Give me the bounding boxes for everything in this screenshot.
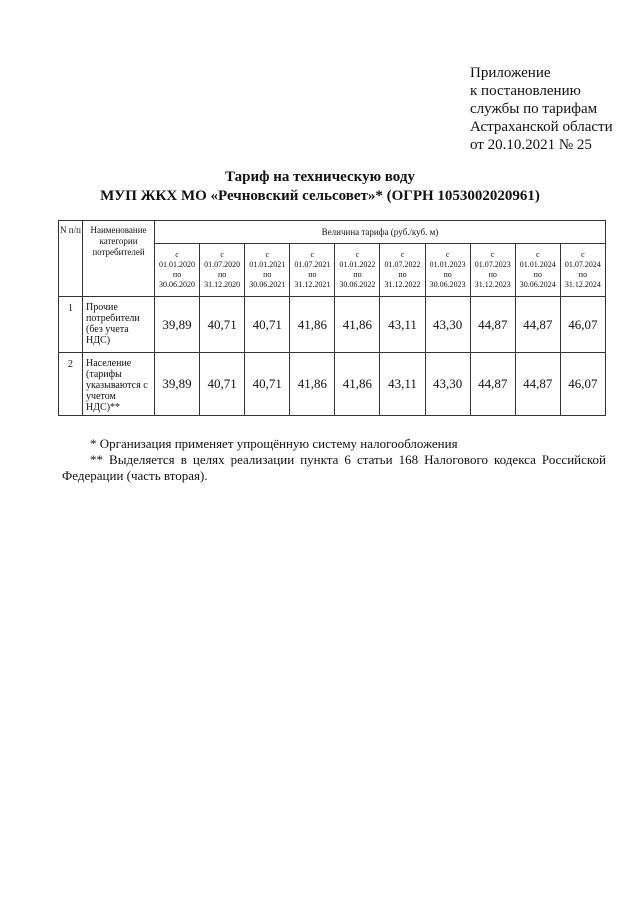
period-from: 01.07.2021 (294, 260, 331, 269)
tariff-value-cell: 40,71 (245, 353, 290, 416)
period-to: 31.12.2022 (384, 280, 421, 289)
footnote-1: * Организация применяет упрощённую систему налогообложения (90, 436, 458, 451)
tariff-value-cell: 43,30 (425, 353, 470, 416)
period-to: 30.06.2020 (159, 280, 196, 289)
period-from-word: с (581, 250, 585, 259)
tariff-value-cell: 46,07 (560, 353, 605, 416)
period-header (515, 244, 560, 297)
period-from-word: с (355, 250, 360, 259)
appendix-line: службы по тарифам (470, 101, 598, 117)
period-to-word: по (443, 270, 452, 279)
period-from-word: с (310, 250, 315, 259)
tariff-value-cell: 41,86 (335, 353, 380, 416)
period-from-word: с (220, 250, 224, 259)
tariff-value-cell: 43,30 (425, 297, 470, 353)
table-header-row (59, 221, 606, 244)
tariff-value-cell: 40,71 (200, 353, 245, 416)
tariff-value-cell: 41,86 (290, 297, 335, 353)
period-header (380, 244, 425, 297)
appendix-block (470, 64, 613, 154)
period-to-word: по (308, 270, 317, 279)
tariff-value-cell: 41,86 (290, 353, 335, 416)
appendix-line: от 20.10.2021 № 25 (470, 137, 592, 153)
table-row (59, 297, 606, 353)
tariff-value-cell: 39,89 (155, 297, 200, 353)
period-header (245, 244, 290, 297)
period-header (290, 244, 335, 297)
period-to: 31.12.2021 (294, 280, 331, 289)
table-body (59, 297, 606, 416)
period-from: 01.01.2023 (429, 260, 466, 269)
period-from: 01.07.2020 (204, 260, 241, 269)
title-line-1: Тариф на техническую воду (225, 169, 415, 185)
period-header (470, 244, 515, 297)
tariff-table (58, 220, 606, 416)
period-to: 30.06.2021 (249, 280, 286, 289)
appendix-line: Приложение (470, 65, 551, 81)
period-header (200, 244, 245, 297)
period-header (425, 244, 470, 297)
tariff-value-cell: 40,71 (200, 297, 245, 353)
period-from-word: с (175, 250, 179, 259)
period-to: 30.06.2022 (339, 280, 376, 289)
period-to: 31.12.2024 (564, 280, 601, 289)
period-to-word: по (533, 270, 542, 279)
period-to-word: по (263, 270, 272, 279)
period-from: 01.07.2024 (564, 260, 601, 269)
period-to: 31.12.2020 (204, 280, 241, 289)
period-from-word: с (490, 250, 495, 259)
period-from-word: с (536, 250, 540, 259)
row-number: 2 (59, 353, 83, 416)
row-number: 1 (59, 297, 83, 353)
period-to: 30.06.2024 (519, 280, 556, 289)
period-to: 30.06.2023 (429, 280, 466, 289)
header-category: Наименование категории потребителей (83, 221, 155, 297)
tariff-value-cell: 43,11 (380, 297, 425, 353)
period-from-word: с (265, 250, 270, 259)
period-to-word: по (398, 270, 407, 279)
period-to-word: по (353, 270, 362, 279)
tariff-value-cell: 40,71 (245, 297, 290, 353)
period-from-word: с (445, 250, 450, 259)
tariff-value-cell: 44,87 (470, 297, 515, 353)
period-header (335, 244, 380, 297)
period-from: 01.01.2024 (519, 260, 556, 269)
period-to-word: по (218, 270, 227, 279)
tariff-value-cell: 41,86 (335, 297, 380, 353)
period-header (155, 244, 200, 297)
footnotes (62, 436, 606, 484)
document-title (0, 168, 640, 206)
period-to: 31.12.2023 (474, 280, 511, 289)
period-from-word: с (400, 250, 405, 259)
tariff-value-cell: 44,87 (515, 297, 560, 353)
tariff-value-cell: 46,07 (560, 297, 605, 353)
header-number: N п/п (59, 221, 83, 297)
tariff-value-cell: 39,89 (155, 353, 200, 416)
header-tariff-value: Величина тарифа (руб./куб. м) (155, 221, 606, 244)
period-from: 01.01.2022 (339, 260, 376, 269)
period-from: 01.07.2023 (474, 260, 511, 269)
footnote-2: ** Выделяется в целях реализации пункта 6 статьи 168 Налогового кодекса Российской Федерации (часть вторая). (62, 452, 606, 483)
row-category: Население (тарифы указываются с учетом НДС)** (83, 353, 155, 416)
title-line-2: МУП ЖКХ МО «Речновский сельсовет»* (ОГРН 1053002020961) (100, 188, 540, 204)
period-from: 01.07.2022 (384, 260, 421, 269)
row-category: Прочие потребители (без учета НДС) (83, 297, 155, 353)
appendix-line: Астраханской области (470, 119, 613, 135)
tariff-value-cell: 44,87 (515, 353, 560, 416)
tariff-value-cell: 43,11 (380, 353, 425, 416)
tariff-value-cell: 44,87 (470, 353, 515, 416)
period-header (560, 244, 605, 297)
table-row (59, 353, 606, 416)
period-to-word: по (488, 270, 497, 279)
period-from: 01.01.2020 (159, 260, 196, 269)
period-to-word: по (578, 270, 588, 279)
appendix-line: к постановлению (470, 83, 581, 99)
period-to-word: по (172, 270, 182, 279)
period-from: 01.01.2021 (249, 260, 286, 269)
